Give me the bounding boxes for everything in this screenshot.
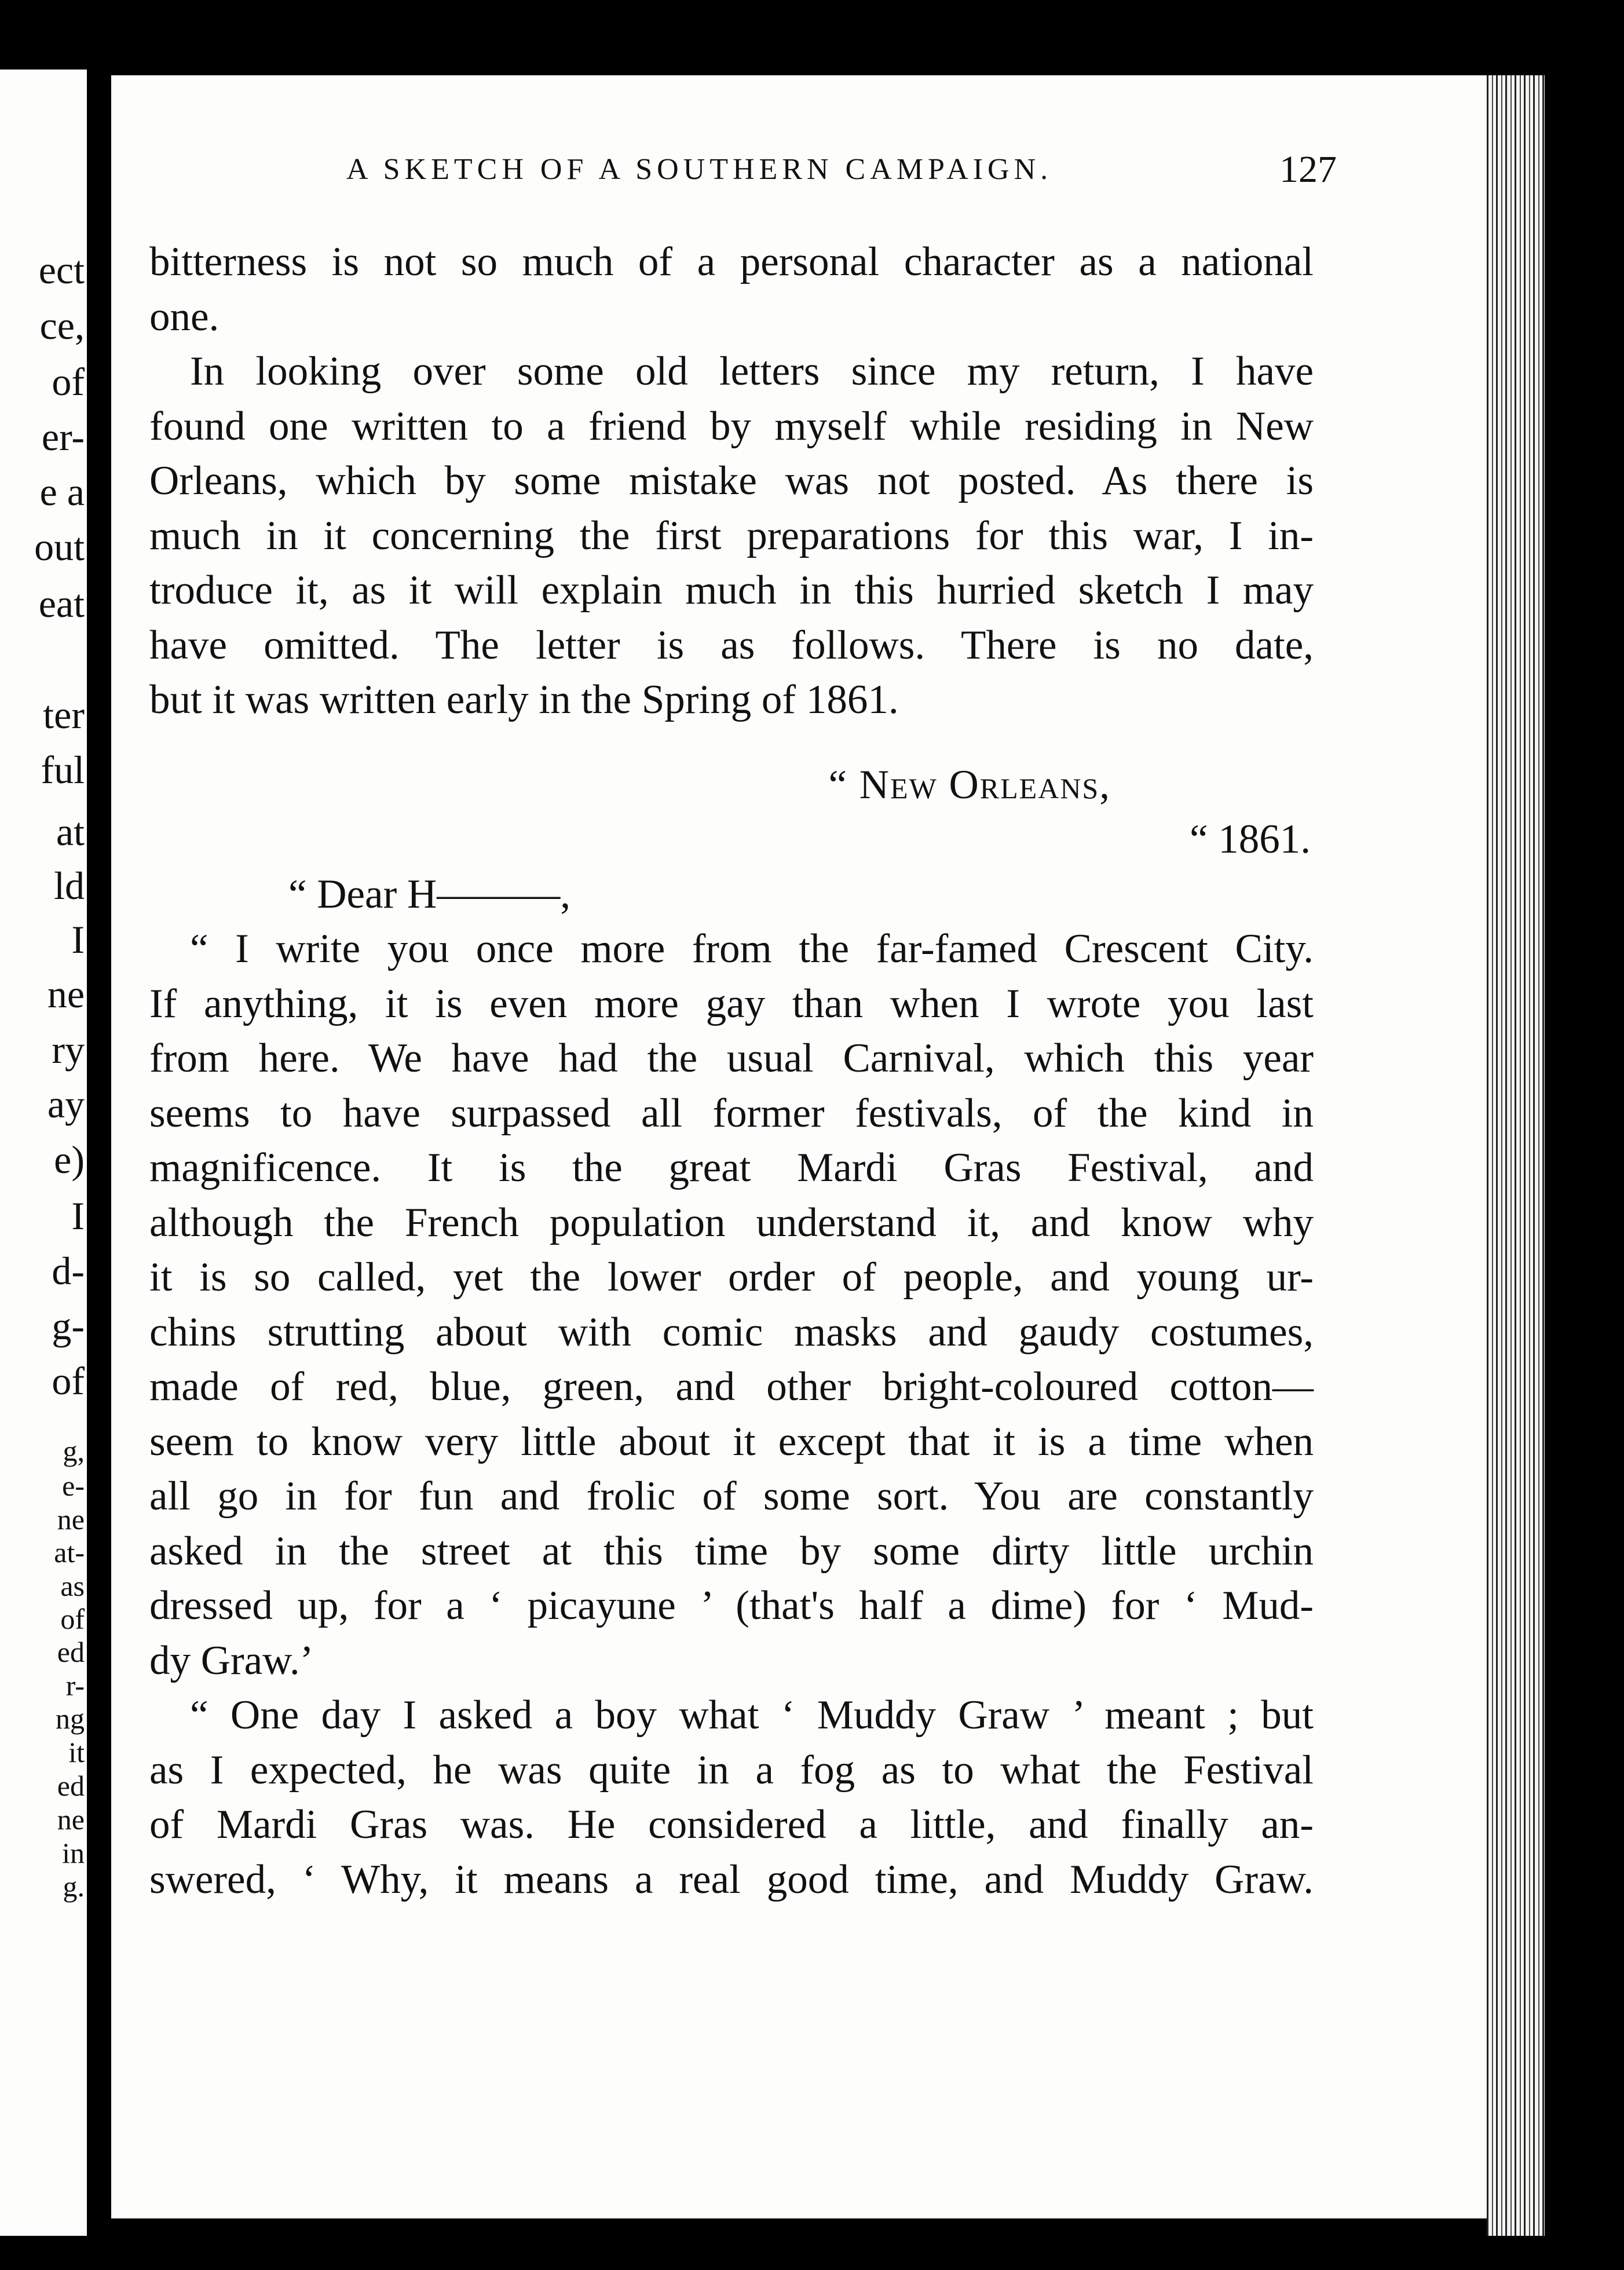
text-line: “ One day I asked a boy what ‘ Muddy Graw ’ meant ; but [190, 1693, 1314, 1738]
page-stack-edge [1487, 75, 1545, 2236]
prev-page-fragment: e- [62, 1470, 85, 1502]
text-line: seems to have surpassed all former festivals, of the kind in [149, 1090, 1314, 1136]
prev-page-fragment: r- [65, 1669, 85, 1702]
text-line: but it was written early in the Spring of 1861. [149, 677, 899, 722]
text-line: seem to know very little about it except that it is a time when [149, 1419, 1314, 1464]
text-line: troduce it, as it will explain much in this hurried sketch I may [149, 568, 1314, 613]
prev-page-fragment: ect [38, 248, 85, 292]
text-line: from here. We have had the usual Carnival, which this year [149, 1036, 1314, 1081]
letter-date: “ 1861. [1189, 817, 1311, 862]
text-line: made of red, blue, green, and other bright-coloured cotton— [149, 1364, 1314, 1409]
prev-page-fragment: e a [39, 470, 85, 514]
text-line: magnificence. It is the great Mardi Gras Festival, and [149, 1145, 1314, 1190]
prev-page-fragment: er- [41, 415, 85, 459]
text-line: chins strutting about with comic masks and gaudy costumes, [149, 1309, 1314, 1355]
page-header [242, 148, 1343, 194]
prev-page-fragment: of [60, 1603, 85, 1635]
prev-page-fragment: in [62, 1837, 85, 1869]
text-line: although the French population understand it, and know why [149, 1200, 1314, 1245]
prev-page-fragment: at- [54, 1536, 85, 1569]
prev-page-fragment: I [71, 917, 85, 962]
prev-page-fragment: I [71, 1194, 85, 1238]
letter-salutation: “ Dear H———, [288, 871, 570, 917]
prev-page-fragment: g. [63, 1870, 85, 1903]
text-line: bitterness is not so much of a personal character as a national [149, 239, 1314, 284]
text-line: swered, ‘ Why, it means a real good time, and Muddy Graw. [149, 1856, 1314, 1902]
letter-place: “ New Orleans, [828, 762, 1111, 807]
prev-page-fragment: g, [63, 1435, 85, 1467]
prev-page-fragment: as [60, 1570, 85, 1602]
text-line: one. [149, 294, 220, 339]
page-number: 127 [1279, 148, 1337, 191]
text-line: “ I write you once more from the far-famed Crescent City. [190, 926, 1314, 971]
prev-page-fragment: out [34, 525, 85, 569]
prev-page-fragment: ed [57, 1636, 85, 1668]
paragraph-gap [149, 728, 1314, 758]
prev-page-fragment: it [68, 1736, 85, 1768]
text-line: of Mardi Gras was. He considered a little, and finally an- [149, 1802, 1314, 1847]
prev-page-fragment: g- [52, 1304, 85, 1348]
prev-page-fragment: eat [38, 582, 85, 626]
prev-page-fragment: ry [52, 1028, 85, 1072]
text-line: found one written to a friend by myself while residing in New [149, 403, 1314, 449]
prev-page-fragment: ter [43, 693, 85, 737]
prev-page-fragment: ne [47, 972, 85, 1016]
running-head: A SKETCH OF A SOUTHERN CAMPAIGN. [346, 153, 1053, 186]
prev-page-fragment: ce, [39, 304, 85, 348]
text-line: it is so called, yet the lower order of people, and young ur- [149, 1255, 1314, 1300]
text-line: In looking over some old letters since my return, I have [190, 349, 1314, 394]
prev-page-fragment: ay [47, 1082, 85, 1126]
text-line: dressed up, for a ‘ picayune ’ (that's half a dime) for ‘ Mud- [149, 1583, 1314, 1628]
text-line: as I expected, he was quite in a fog as to what the Festival [149, 1747, 1314, 1793]
prev-page-fragment: of [52, 1359, 85, 1403]
prev-page-fragment: ed [57, 1770, 85, 1802]
prev-page-fragment: ful [41, 748, 85, 792]
text-line: all go in for fun and frolic of some sort. You are constantly [149, 1474, 1314, 1519]
book-gutter [87, 0, 111, 2270]
prev-page-fragment: ne [57, 1503, 85, 1536]
text-line: If anything, it is even more gay than when I wrote you last [149, 981, 1314, 1026]
text-line: much in it concerning the first preparations for this war, I in- [149, 513, 1314, 558]
text-line: have omitted. The letter is as follows. There is no date, [149, 622, 1314, 668]
prev-page-fragment: ng [56, 1702, 85, 1735]
prev-page-fragment: at [56, 810, 85, 854]
text-line: asked in the street at this time by some dirty little urchin [149, 1528, 1314, 1574]
previous-page-edge [0, 70, 87, 2236]
prev-page-fragment: d- [52, 1249, 85, 1293]
prev-page-fragment: of [52, 360, 85, 404]
prev-page-fragment: e) [54, 1138, 85, 1182]
body-text [149, 235, 1314, 1907]
text-line: Orleans, which by some mistake was not posted. As there is [149, 458, 1314, 503]
prev-page-fragment: ne [57, 1803, 85, 1836]
text-line: dy Graw.’ [149, 1637, 314, 1683]
prev-page-fragment: ld [54, 864, 85, 908]
